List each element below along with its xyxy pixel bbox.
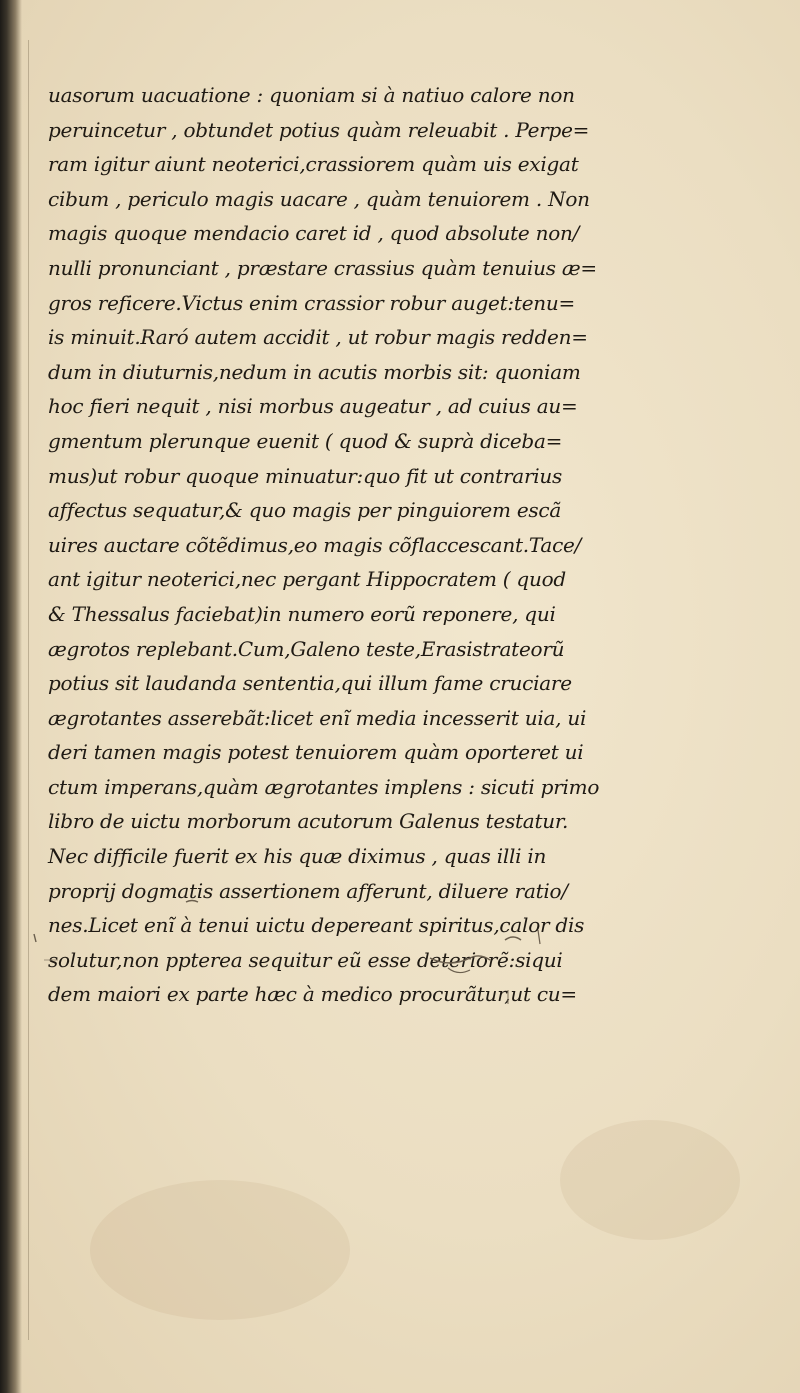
text-line: libro de uictu morborum acutorum Galenus testatur. <box>48 809 569 834</box>
text-line: dem maiori ex parte hæc à medico procurãtur,ut cu= <box>48 982 577 1007</box>
text-line: uires auctare cõtẽdimus,eo magis cõflaccescant.Tace/ <box>48 532 582 557</box>
text-line: ctum imperans,quàm ægrotantes implens : sicuti primo <box>48 774 600 799</box>
text-line: & Thessalus faciebat)in numero eorũ reponere, qui <box>48 601 556 626</box>
text-line: peruincetur , obtundet potius quàm releuabit . Perpe= <box>48 117 590 142</box>
text-block <box>48 78 764 1012</box>
text-line: gmentum plerunque euenit ( quod & suprà diceba= <box>48 428 563 453</box>
text-line: solutur,non ppterea sequitur eũ esse deteriorẽ:siqui <box>48 947 563 972</box>
text-line: mus)ut robur quoque minuatur:quo fit ut contrarius <box>48 463 563 488</box>
text-line: dum in diuturnis,nedum in acutis morbis sit: quoniam <box>48 359 581 384</box>
text-line: ram igitur aiunt neoterici,crassiorem quàm uis exigat <box>48 152 579 177</box>
text-line: uasorum uacuatione : quoniam si à natiuo calore non <box>48 83 575 107</box>
text-line: proprij dogmatis assertionem afferunt, diluere ratio/ <box>48 878 568 903</box>
text-line: ant igitur neoterici,nec pergant Hippocratem ( quod <box>48 567 566 592</box>
text-line: Nec difficile fuerit ex his quæ diximus , quas illi in <box>48 844 547 869</box>
text-line: ægrotantes asserebãt:licet enĩ media incesserit uia, ui <box>48 705 587 730</box>
text-line: deri tamen magis potest tenuiorem quàm oporteret ui <box>48 740 584 765</box>
text-line: cibum , periculo magis uacare , quàm tenuiorem . Non <box>48 186 590 211</box>
text-line: nulli pronunciant , præstare crassius quàm tenuius æ= <box>48 255 597 280</box>
text-line: magis quoque mendacio caret id , quod absolute non/ <box>48 221 580 246</box>
text-line: potius sit laudanda sententia,qui illum fame cruciare <box>48 671 572 696</box>
text-line: gros reficere.Victus enim crassior robur auget:tenu= <box>48 290 576 315</box>
text-line: is minuit.Raró autem accidit , ut robur magis redden= <box>48 325 588 350</box>
text-line: nes.Licet enĩ à tenui uictu depereant spiritus,calor dis <box>48 913 585 938</box>
binding-gutter <box>0 0 22 1393</box>
gutter-rule <box>28 40 29 1340</box>
paper-stain <box>90 1180 350 1320</box>
text-line: affectus sequatur,& quo magis per pinguiorem escã <box>48 498 562 523</box>
text-line: ægrotos replebant.Cum,Galeno teste,Erasistrateorũ <box>48 636 565 661</box>
paper-stain <box>560 1120 740 1240</box>
text-line: hoc fieri nequit , nisi morbus augeatur , ad cuius au= <box>48 394 578 419</box>
